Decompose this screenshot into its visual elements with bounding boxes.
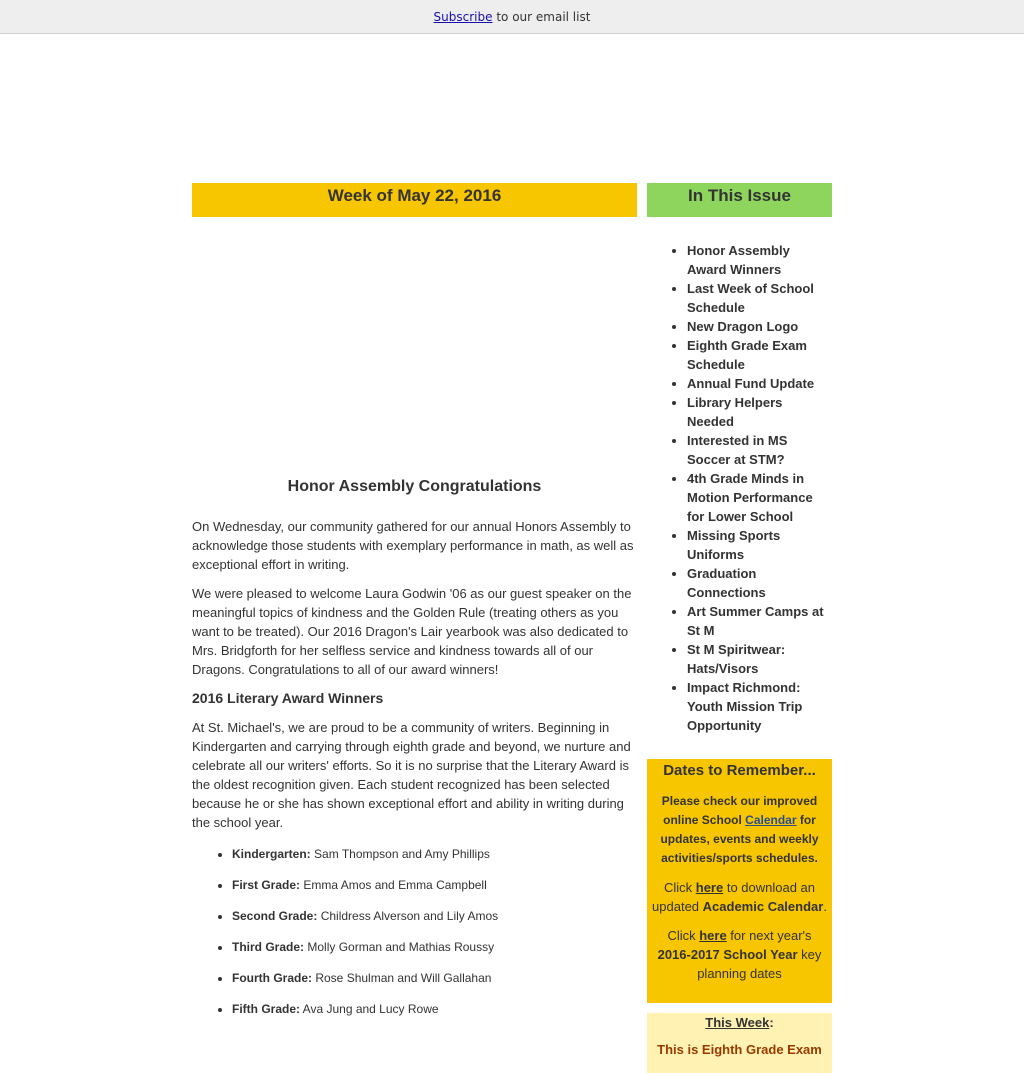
winners-list bbox=[192, 846, 637, 1032]
article-paragraph-2: We were pleased to welcome Laura Godwin '06 as our guest speaker on the meaningful topics of kindness and the Golden Rule (treating others as you want to be treated). Our 2016 Dragon's Lair yearbook was also dedicated to Mrs. Bridgforth for her selfless service and kindness towards all of our Dragons. Congratulations to all of our award winners! bbox=[192, 586, 632, 677]
school-year-notice bbox=[652, 926, 827, 983]
winner-grade: Third Grade: bbox=[232, 940, 305, 954]
winner-grade: Kindergarten: bbox=[232, 847, 311, 861]
winner-grade: Second Grade: bbox=[232, 909, 318, 923]
click-mid-text: to download an updated bbox=[652, 880, 816, 914]
in-this-issue-banner: In This Issue bbox=[647, 183, 832, 217]
winner-names: Emma Amos and Emma Campbell bbox=[303, 878, 487, 892]
winner-item bbox=[232, 846, 637, 877]
academic-calendar-notice bbox=[652, 878, 827, 916]
winner-names: Ava Jung and Lucy Rowe bbox=[302, 1002, 439, 1016]
winner-names: Childress Alverson and Lily Amos bbox=[320, 909, 499, 923]
issue-item-annual-fund[interactable]: • Annual Fund Update bbox=[687, 374, 832, 393]
winner-item bbox=[232, 970, 637, 1001]
click-end-text: . bbox=[823, 899, 827, 914]
school-year-link[interactable]: here bbox=[699, 928, 727, 943]
this-week-text: This is Eighth Grade Exam bbox=[657, 1042, 822, 1057]
this-week-box bbox=[647, 1013, 832, 1073]
dates-title: Dates to Remember... bbox=[663, 762, 816, 779]
issue-item-exam-schedule[interactable]: • Eighth Grade Exam Schedule bbox=[687, 336, 832, 374]
winner-item bbox=[232, 939, 637, 970]
issue-item-sports-uniforms[interactable]: • Missing Sports Uniforms bbox=[687, 526, 832, 564]
article-title: Honor Assembly Congratulations bbox=[287, 478, 542, 495]
winner-names: Molly Gorman and Mathias Roussy bbox=[307, 940, 495, 954]
issue-item-spiritwear[interactable]: • St M Spiritwear: Hats/Visors bbox=[687, 640, 832, 678]
click-text: Click bbox=[667, 928, 700, 943]
issue-item-impact-richmond[interactable]: • Impact Richmond: Youth Mission Trip Opportunity bbox=[687, 678, 832, 735]
this-week-title bbox=[652, 1013, 827, 1032]
literary-award-heading: 2016 Literary Award Winners bbox=[192, 690, 384, 706]
academic-calendar-label: Academic Calendar bbox=[702, 899, 824, 914]
winner-grade: First Grade: bbox=[232, 878, 301, 892]
winner-names: Sam Thompson and Amy Phillips bbox=[314, 847, 490, 861]
issue-item-library-helpers[interactable]: • Library Helpers Needed bbox=[687, 393, 832, 431]
calendar-notice-post: for updates, events and weekly activities/sports schedules. bbox=[660, 813, 819, 865]
issue-item-dragon-logo[interactable]: • New Dragon Logo bbox=[687, 317, 832, 336]
dates-to-remember-box bbox=[647, 759, 832, 1003]
subscribe-text: to our email list bbox=[496, 10, 591, 24]
main-column bbox=[192, 183, 637, 1032]
winner-item bbox=[232, 1001, 637, 1032]
in-this-issue-list bbox=[647, 241, 832, 735]
issue-item-ms-soccer[interactable]: • Interested in MS Soccer at STM? bbox=[687, 431, 832, 469]
click-text: Click bbox=[663, 880, 696, 895]
winner-item bbox=[232, 877, 637, 908]
subscribe-link[interactable]: Subscribe bbox=[433, 10, 493, 24]
issue-item-last-week[interactable]: • Last Week of School Schedule bbox=[687, 279, 832, 317]
issue-item-honor-assembly[interactable]: • Honor Assembly Award Winners bbox=[687, 241, 832, 279]
article-paragraph-1: On Wednesday, our community gathered for our annual Honors Assembly to acknowledge those students with exemplary performance in math, as well as exceptional effort in writing. bbox=[192, 519, 634, 572]
this-week-label: This Week bbox=[705, 1015, 770, 1030]
academic-calendar-link[interactable]: here bbox=[695, 880, 724, 895]
issue-item-graduation[interactable]: • Graduation Connections bbox=[687, 564, 832, 602]
winner-names: Rose Shulman and Will Gallahan bbox=[315, 971, 492, 985]
article-paragraph-3: At St. Michael's, we are proud to be a community of writers. Beginning in Kindergarten and carrying through eighth grade and beyond, we nurture and celebrate all our writers' efforts. So it is no surprise that the Literary Award is the oldest recognition given. Each student recognized has been selected because he or she has shown exceptional effort and ability in writing during the school year. bbox=[192, 720, 631, 830]
click-mid-text: for next year's bbox=[726, 928, 812, 943]
header-image-placeholder bbox=[192, 217, 637, 475]
issue-item-minds-in-motion[interactable]: • 4th Grade Minds in Motion Performance for Lower School bbox=[687, 469, 832, 526]
issue-item-art-camps[interactable]: • Art Summer Camps at St M bbox=[687, 602, 832, 640]
calendar-link[interactable]: Calendar bbox=[745, 813, 797, 827]
sidebar bbox=[647, 183, 832, 1073]
winner-item bbox=[232, 908, 637, 939]
calendar-notice bbox=[652, 792, 827, 868]
winner-grade: Fourth Grade: bbox=[232, 971, 312, 985]
calendar-notice-pre: Please check our improved online School bbox=[661, 794, 818, 827]
school-year-label: 2016-2017 School Year bbox=[657, 947, 798, 962]
subscribe-bar bbox=[0, 0, 1024, 34]
click-end-text: key planning dates bbox=[697, 947, 822, 981]
winner-grade: Fifth Grade: bbox=[232, 1002, 300, 1016]
week-banner: Week of May 22, 2016 bbox=[192, 183, 637, 217]
this-week-colon: : bbox=[769, 1015, 774, 1030]
